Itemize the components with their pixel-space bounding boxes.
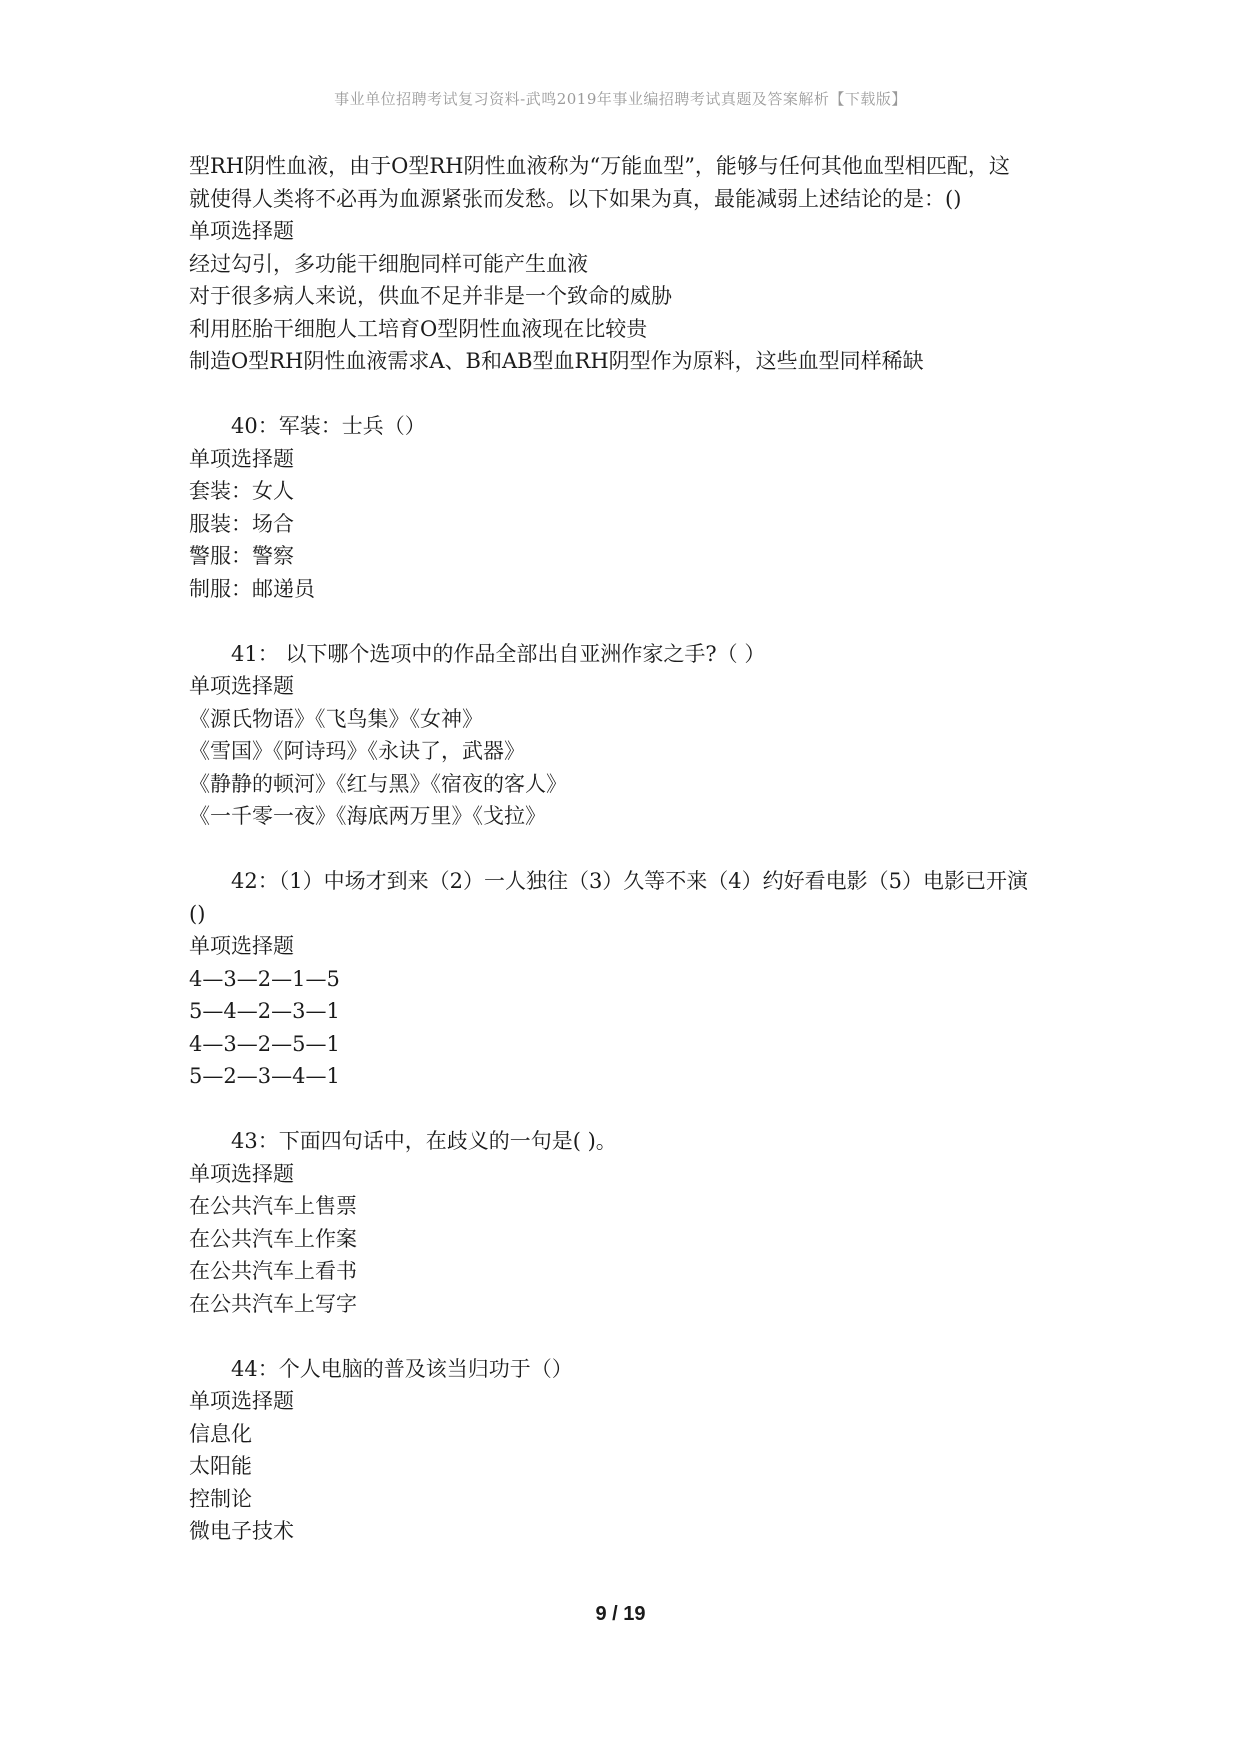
answer-option: 5—2—3—4—1 [189,1064,340,1088]
answer-option: 在公共汽车上作案 [189,1226,357,1251]
question-type: 单项选择题 [189,1389,294,1413]
question-title: 41： 以下哪个选项中的作品全部出自亚洲作家之手?（ ） [231,641,766,666]
question-title: 43：下面四句话中，在歧义的一句是( )。 [231,1129,617,1153]
question-title: 44：个人电脑的普及该当归功于（） [231,1356,573,1381]
answer-option: 《静静的顿河》《红与黑》《宿夜的客人》 [189,771,567,796]
document-body [189,150,1069,1548]
answer-option: 警服：警察 [189,544,294,568]
answer-option: 制服：邮递员 [189,576,315,601]
question-43 [189,1125,1069,1320]
question-40 [189,410,1069,605]
answer-option: 制造O型RH阴性血液需求A、B和AB型血RH阴型作为原料，这些血型同样稀缺 [189,349,924,373]
answer-option: 控制论 [189,1486,252,1511]
answer-option: 在公共汽车上售票 [189,1194,357,1218]
answer-option: 太阳能 [189,1454,252,1478]
answer-option: 经过勾引，多功能干细胞同样可能产生血液 [189,251,588,276]
question-stem-line: 就使得人类将不必再为血源紧张而发愁。以下如果为真，最能减弱上述结论的是：() [189,186,962,211]
answer-option: 套装：女人 [189,479,294,503]
question-type: 单项选择题 [189,674,294,698]
intro-block [189,150,1069,378]
answer-option: 在公共汽车上看书 [189,1259,357,1283]
question-title-continued: () [189,901,206,926]
question-title: 42：（1）中场才到来（2）一人独往（3）久等不来（4）约好看电影（5）电影已开演 [231,869,1029,893]
question-type: 单项选择题 [189,219,294,243]
answer-option: 4—3—2—5—1 [189,1031,340,1056]
answer-option: 4—3—2—1—5 [189,966,340,991]
answer-option: 信息化 [189,1421,252,1446]
answer-option: 服装：场合 [189,511,294,536]
answer-option: 《源氏物语》《飞鸟集》《女神》 [189,706,483,731]
answer-option: 5—4—2—3—1 [189,999,340,1023]
question-type: 单项选择题 [189,446,294,471]
question-44 [189,1353,1069,1548]
question-stem-line: 型RH阴性血液，由于O型RH阴性血液称为“万能血型”，能够与任何其他血型相匹配，这 [189,154,1010,178]
answer-option: 《一千零一夜》《海底两万里》《戈拉》 [189,804,546,828]
answer-option: 对于很多病人来说，供血不足并非是一个致命的威胁 [189,284,672,308]
page-header: 事业单位招聘考试复习资料-武鸣2019年事业编招聘考试真题及答案解析【下载版】 [334,90,907,108]
answer-option: 《雪国》《阿诗玛》《永诀了，武器》 [189,739,525,763]
question-title: 40：军装：士兵（） [231,414,426,438]
question-41 [189,638,1069,833]
page-number: 9 / 19 [595,1603,646,1625]
answer-option: 微电子技术 [189,1519,294,1543]
answer-option: 在公共汽车上写字 [189,1291,357,1316]
question-42 [189,865,1069,1093]
question-type: 单项选择题 [189,1161,294,1186]
question-type: 单项选择题 [189,934,294,958]
answer-option: 利用胚胎干细胞人工培育O型阴性血液现在比较贵 [189,316,648,341]
